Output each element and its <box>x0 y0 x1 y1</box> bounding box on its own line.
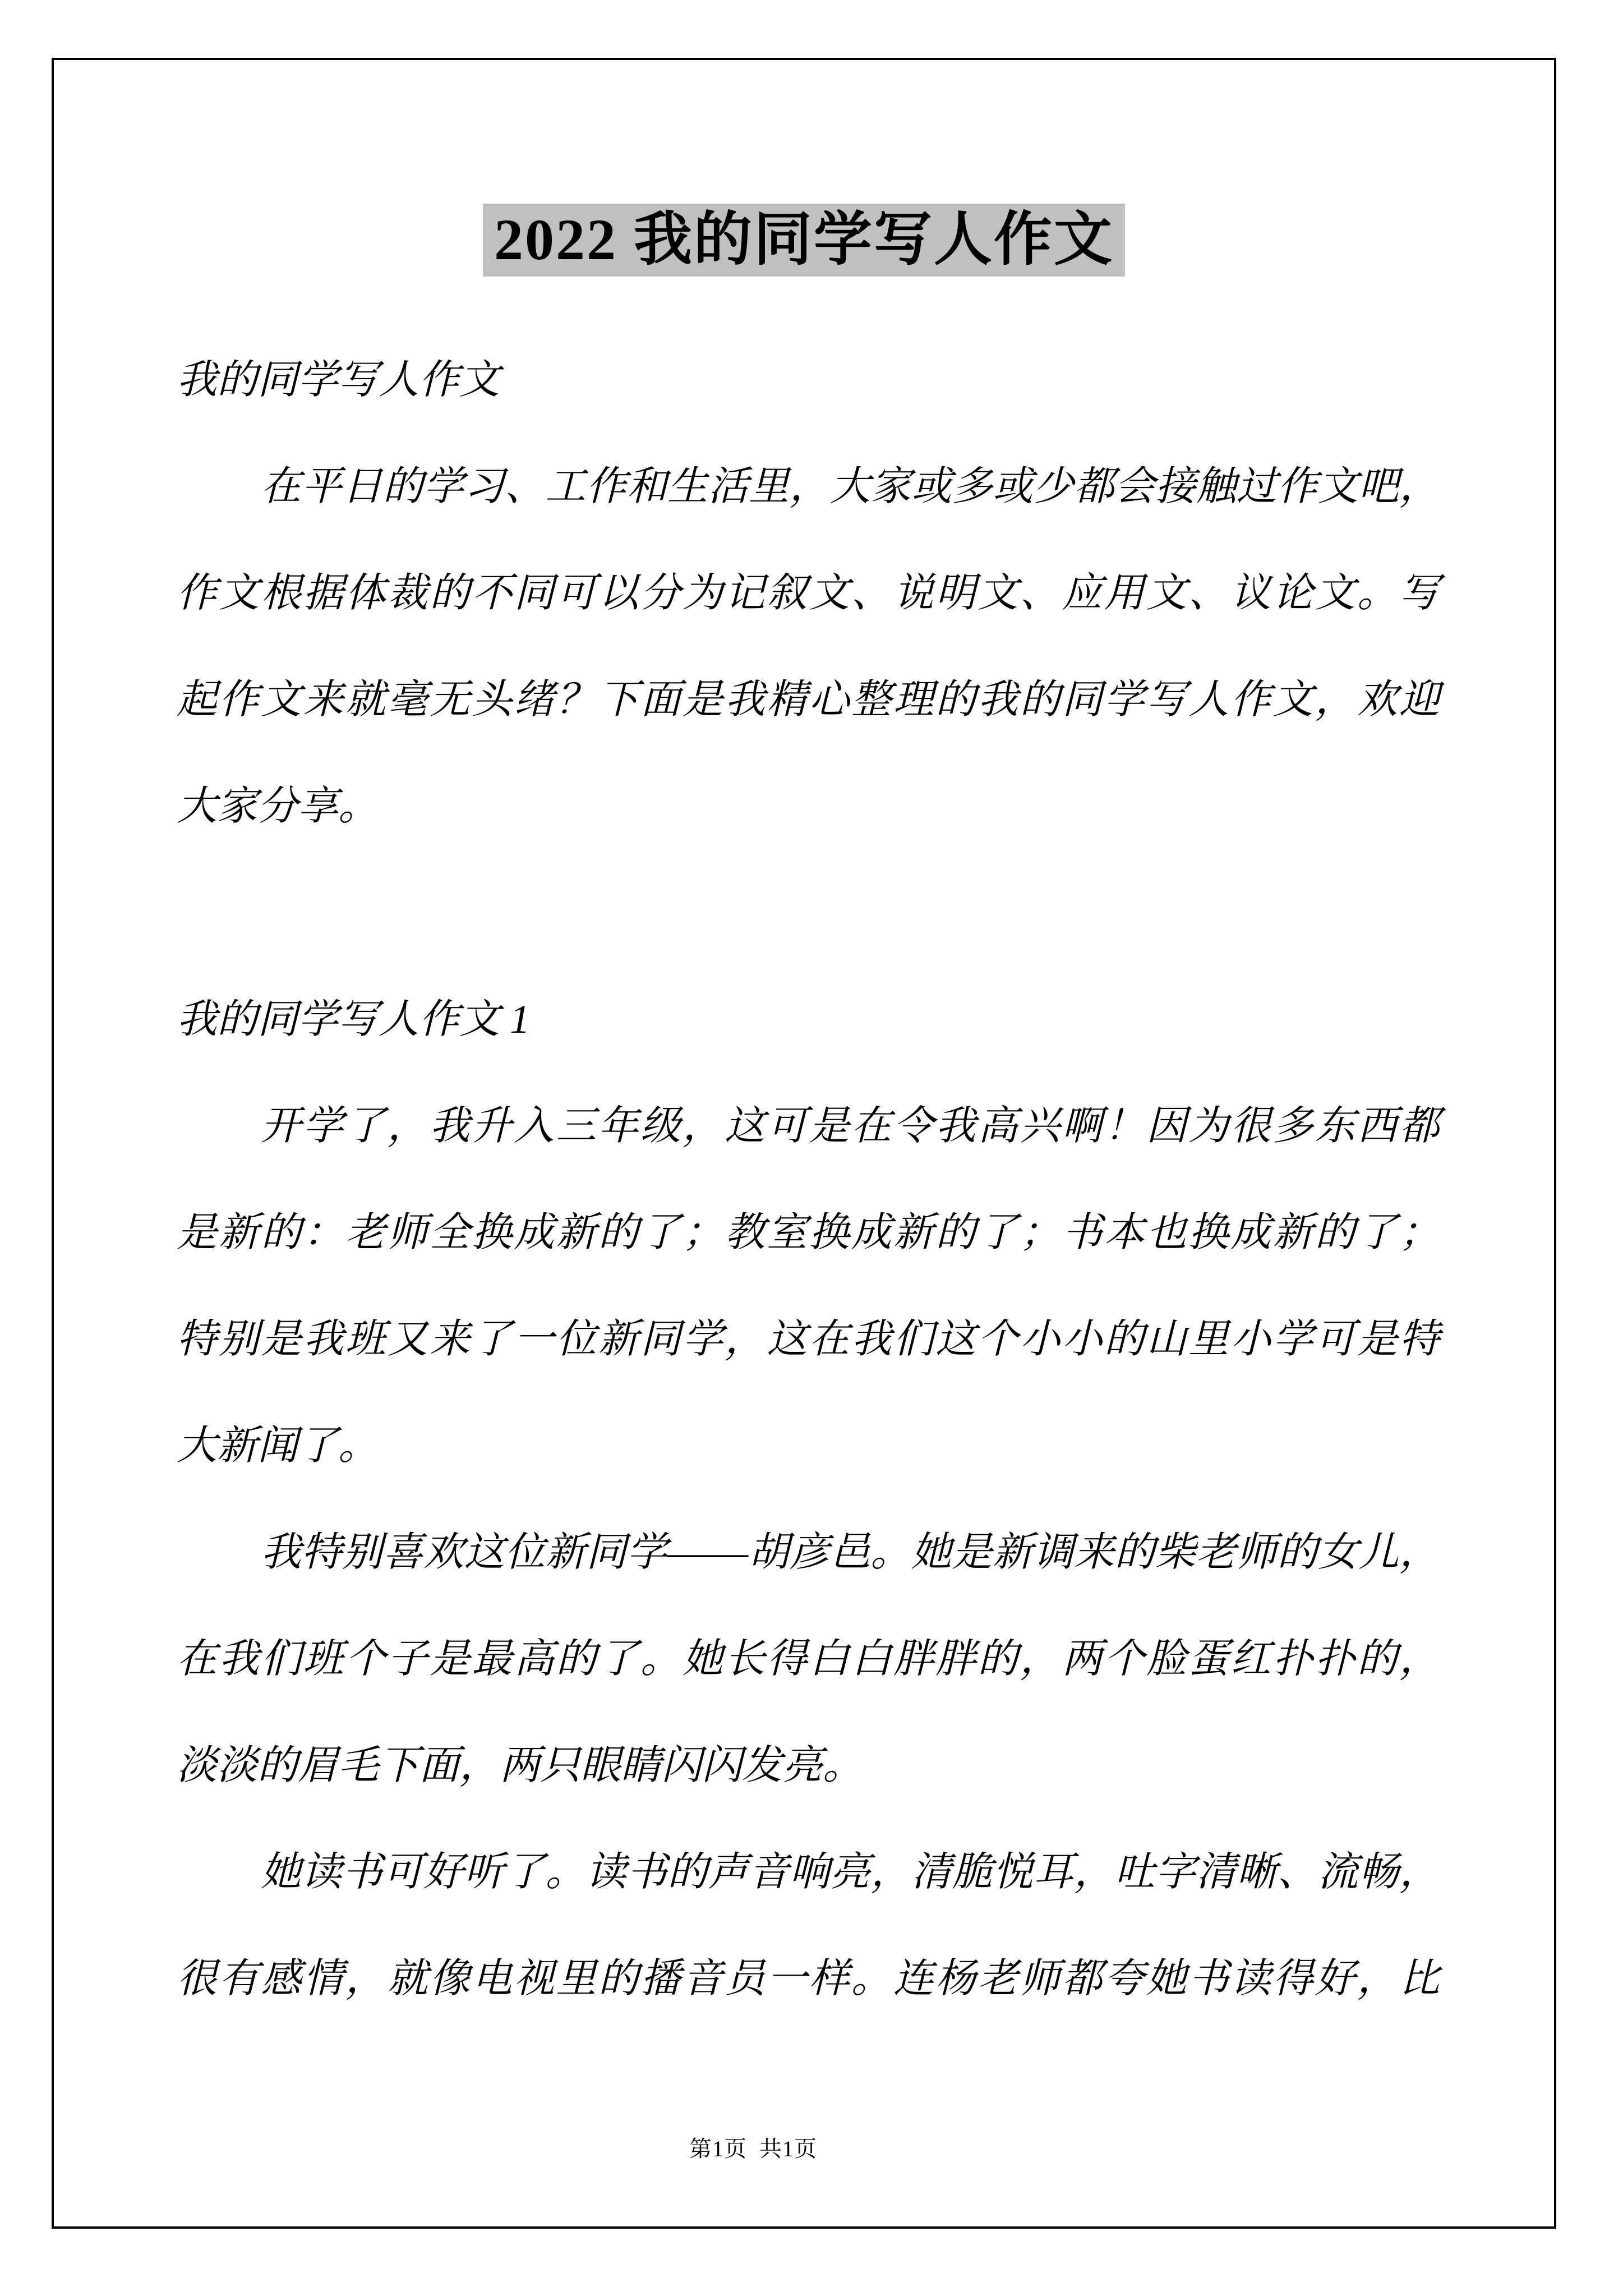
text-line: 我的同学写人作文 1 <box>177 997 531 1042</box>
document-title: 2022 我的同学写人作文 <box>483 204 1125 277</box>
document-page <box>52 58 1556 2229</box>
text-line: 淡淡的眉毛下面，两只眼睛闪闪发亮。 <box>177 1743 864 1788</box>
text-line: 在平日的学习、工作和生活里，大家或多或少都会接触过作文吧， <box>261 464 1440 509</box>
text-line: 大家分享。 <box>177 784 379 829</box>
text-line: 作文根据体裁的不同可以分为记叙文、说明文、应用文、议论文。写 <box>177 570 1440 615</box>
text-line: 大新闻了。 <box>177 1423 379 1468</box>
text-line: 我的同学写人作文 <box>177 357 500 402</box>
text-line: 在我们班个子是最高的了。她长得白白胖胖的，两个脸蛋红扑扑的， <box>177 1636 1440 1681</box>
text-line: 是新的：老师全换成新的了；教室换成新的了；书本也换成新的了； <box>177 1210 1440 1255</box>
text-line: 很有感情，就像电视里的播音员一样。连杨老师都夸她书读得好，比 <box>177 1956 1440 2001</box>
text-line: 我特别喜欢这位新同学――胡彦邑。她是新调来的柴老师的女儿， <box>261 1530 1440 1575</box>
document-body <box>177 326 1440 2032</box>
text-line: 特别是我班又来了一位新同学，这在我们这个小小的山里小学可是特 <box>177 1317 1440 1361</box>
page-footer: 第1页 共1页 <box>689 2136 817 2161</box>
text-line: 开学了，我升入三年级，这可是在令我高兴啊！因为很多东西都 <box>261 1103 1440 1148</box>
blank-line <box>177 859 1440 966</box>
text-line: 起作文来就毫无头绪？下面是我精心整理的我的同学写人作文，欢迎 <box>177 677 1440 722</box>
text-line: 她读书可好听了。读书的声音响亮，清脆悦耳，吐字清晰、流畅， <box>261 1849 1440 1894</box>
title-row <box>54 204 1554 277</box>
